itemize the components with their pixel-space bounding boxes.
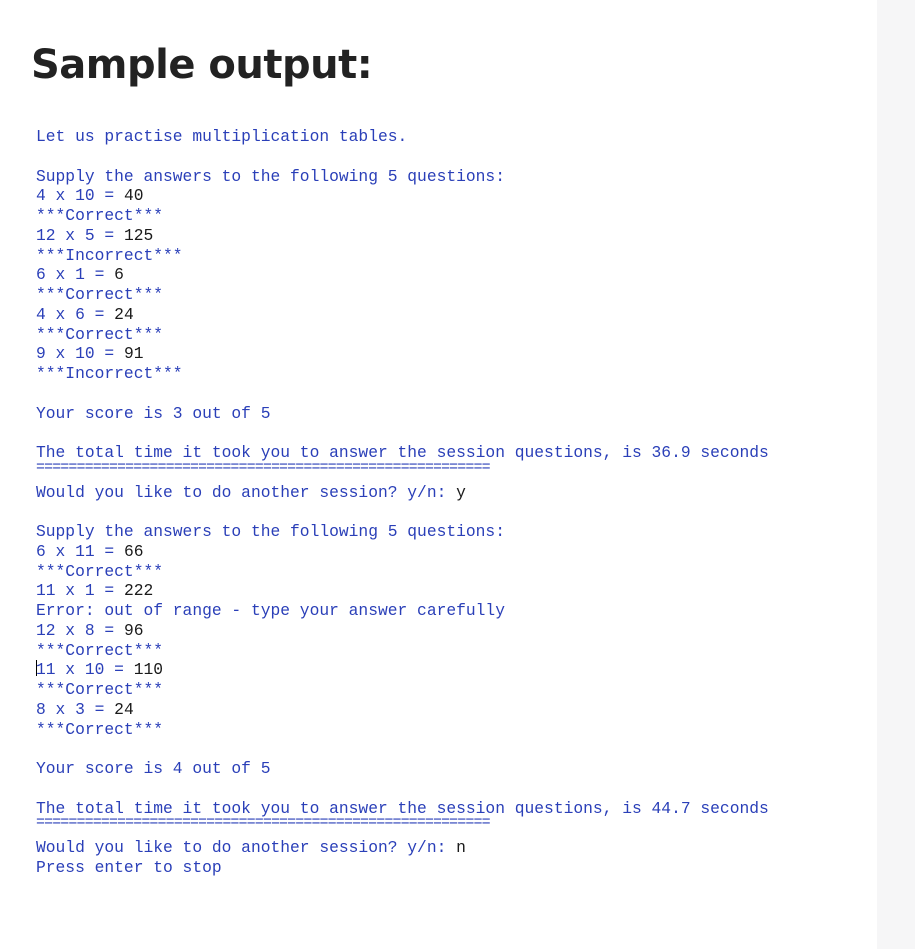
console-output-line: Your score is 3 out of 5 xyxy=(36,403,271,423)
console-question-line xyxy=(36,700,769,720)
console-prompt: 8 x 3 = xyxy=(36,699,115,719)
console-prompt: 11 x 1 = xyxy=(36,581,124,601)
console-prompt: 11 x 10 = xyxy=(36,660,134,680)
console-prompt: 4 x 6 = xyxy=(36,304,115,324)
console-output-line: Your score is 4 out of 5 xyxy=(36,759,271,778)
user-answer: 6 xyxy=(114,265,124,285)
right-gutter xyxy=(877,0,915,949)
console-blank-line xyxy=(36,739,769,759)
console-question-line xyxy=(36,186,769,206)
user-answer: 110 xyxy=(133,660,164,680)
user-answer: 96 xyxy=(123,620,144,640)
console-output-line: Supply the answers to the following 5 questions: xyxy=(36,166,505,186)
console-output xyxy=(36,127,769,878)
console-blank-line xyxy=(36,779,769,799)
console-output-line: ***Correct*** xyxy=(36,324,164,344)
console-output-line: Press enter to stop xyxy=(36,857,222,877)
console-question-line xyxy=(36,265,769,285)
console-output-line: ***Correct*** xyxy=(36,640,164,660)
console-question-line xyxy=(36,621,769,641)
console-output-line: ***Correct*** xyxy=(36,561,164,581)
console-question-line xyxy=(36,838,769,858)
console-prompt: 9 x 10 = xyxy=(36,344,124,364)
console-separator: ======================================================== xyxy=(36,462,490,476)
section-heading: Sample output: xyxy=(31,42,373,88)
console-output-line: Supply the answers to the following 5 questions: xyxy=(36,522,505,541)
console-question-line xyxy=(36,305,769,325)
user-answer: n xyxy=(456,838,466,857)
console-output-line: The total time it took you to answer the session questions, is 36.9 seconds xyxy=(36,443,769,462)
user-answer: 91 xyxy=(123,344,144,364)
console-output-line: The total time it took you to answer the session questions, is 44.7 seconds xyxy=(36,798,769,818)
console-question-line xyxy=(36,542,769,562)
console-output-line: ***Correct*** xyxy=(36,206,164,225)
user-answer: 40 xyxy=(123,186,144,206)
console-question-line xyxy=(36,226,769,246)
console-question-line xyxy=(36,581,769,601)
console-prompt: Would you like to do another session? y/n: xyxy=(36,838,457,857)
console-prompt: 6 x 11 = xyxy=(36,541,124,561)
console-prompt: Would you like to do another session? y/n: xyxy=(36,482,457,502)
console-prompt: 12 x 8 = xyxy=(36,620,124,640)
console-separator: ======================================================== xyxy=(36,818,490,832)
console-question-line xyxy=(36,660,769,680)
console-output-line: ***Incorrect*** xyxy=(36,245,183,265)
console-prompt: 4 x 10 = xyxy=(36,186,124,206)
console-prompt: 12 x 5 = xyxy=(36,225,124,245)
user-answer: 24 xyxy=(114,699,134,719)
console-question-line xyxy=(36,344,769,364)
user-answer: y xyxy=(456,482,466,502)
console-output-line: ***Correct*** xyxy=(36,680,164,699)
console-blank-line xyxy=(36,502,769,522)
user-answer: 24 xyxy=(114,304,134,324)
console-output-line: ***Correct*** xyxy=(36,285,164,304)
console-question-line xyxy=(36,483,769,503)
console-blank-line xyxy=(36,147,769,167)
user-answer: 222 xyxy=(123,581,154,601)
console-prompt: 6 x 1 = xyxy=(36,265,115,285)
console-blank-line xyxy=(36,384,769,404)
console-blank-line xyxy=(36,423,769,443)
console-output-line: Error: out of range - type your answer carefully xyxy=(36,601,505,620)
user-answer: 66 xyxy=(123,541,144,561)
console-output-line: ***Incorrect*** xyxy=(36,364,183,383)
console-output-line: ***Correct*** xyxy=(36,719,164,739)
console-output-line: Let us practise multiplication tables. xyxy=(36,127,408,146)
user-answer: 125 xyxy=(123,225,154,245)
